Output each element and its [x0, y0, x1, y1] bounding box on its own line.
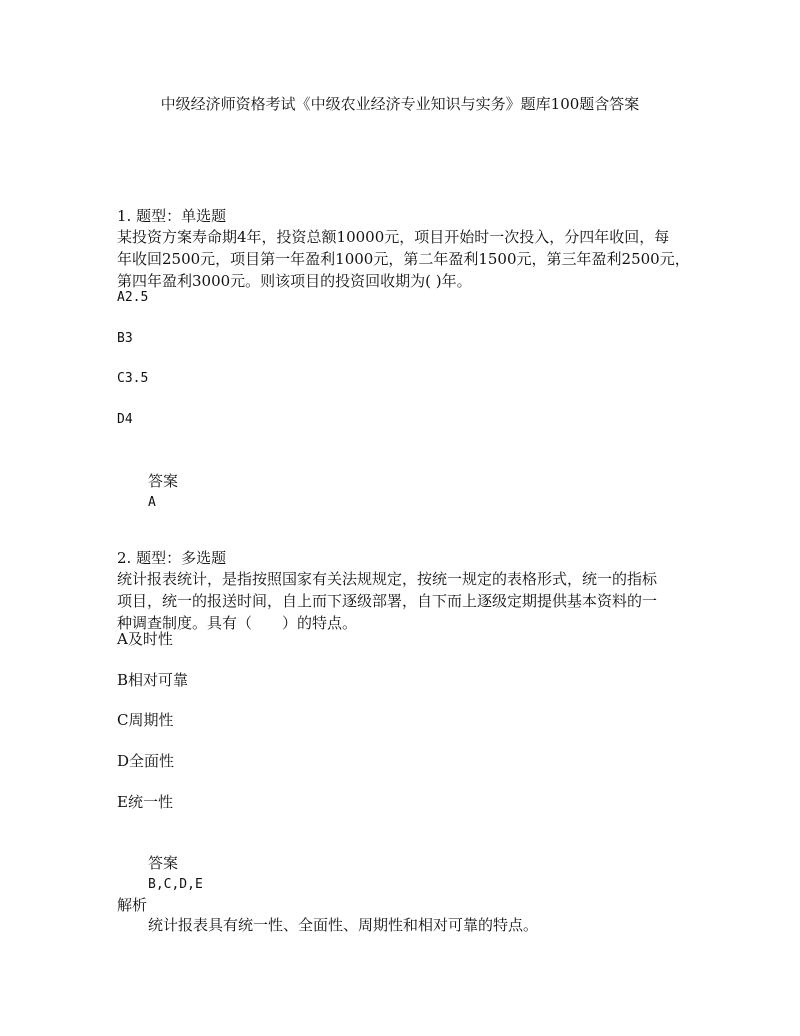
question-1-header: 1. 题型：单选题	[117, 207, 227, 225]
question-2-analysis: 统计报表具有统一性、全面性、周期性和相对可靠的特点。	[148, 916, 539, 934]
question-1-answer: A	[148, 495, 156, 510]
question-1-option-b: B3	[117, 331, 133, 346]
question-2-option-e: E统一性	[117, 793, 173, 811]
question-2-option-d: D全面性	[117, 752, 175, 770]
question-2-option-a: A及时性	[117, 630, 173, 648]
document-title: 中级经济师资格考试《中级农业经济专业知识与实务》题库100题含答案	[160, 95, 640, 113]
question-2-answer: B,C,D,E	[148, 877, 203, 892]
question-1-text-line: 第四年盈利3000元。则该项目的投资回收期为( )年。	[117, 272, 472, 290]
question-2-option-b: B相对可靠	[117, 671, 189, 689]
question-2-text	[117, 568, 687, 634]
question-1-text	[117, 226, 690, 292]
question-1-text-line: 年收回2500元，项目第一年盈利1000元，第二年盈利1500元，第三年盈利2500元，	[117, 250, 690, 268]
question-1-option-d: D4	[117, 412, 133, 427]
question-2-text-line: 统计报表统计，是指按照国家有关法规规定，按统一规定的表格形式，统一的指标	[117, 570, 658, 588]
question-2-answer-label: 答案	[148, 854, 179, 872]
question-1-answer-label: 答案	[148, 472, 179, 490]
question-2-text-line: 项目，统一的报送时间，自上而下逐级部署，自下而上逐级定期提供基本资料的一	[117, 592, 658, 610]
question-1-text-line: 某投资方案寿命期4年，投资总额10000元，项目开始时一次投入，分四年收回，每	[117, 228, 670, 246]
question-1-option-a: A2.5	[117, 290, 149, 305]
question-1-option-c: C3.5	[117, 371, 149, 386]
question-2-text-line: 种调查制度。具有（ ）的特点。	[117, 614, 358, 632]
question-2-analysis-label: 解析	[117, 896, 148, 914]
question-2-header: 2. 题型：多选题	[117, 549, 227, 567]
question-2-option-c: C周期性	[117, 711, 174, 729]
